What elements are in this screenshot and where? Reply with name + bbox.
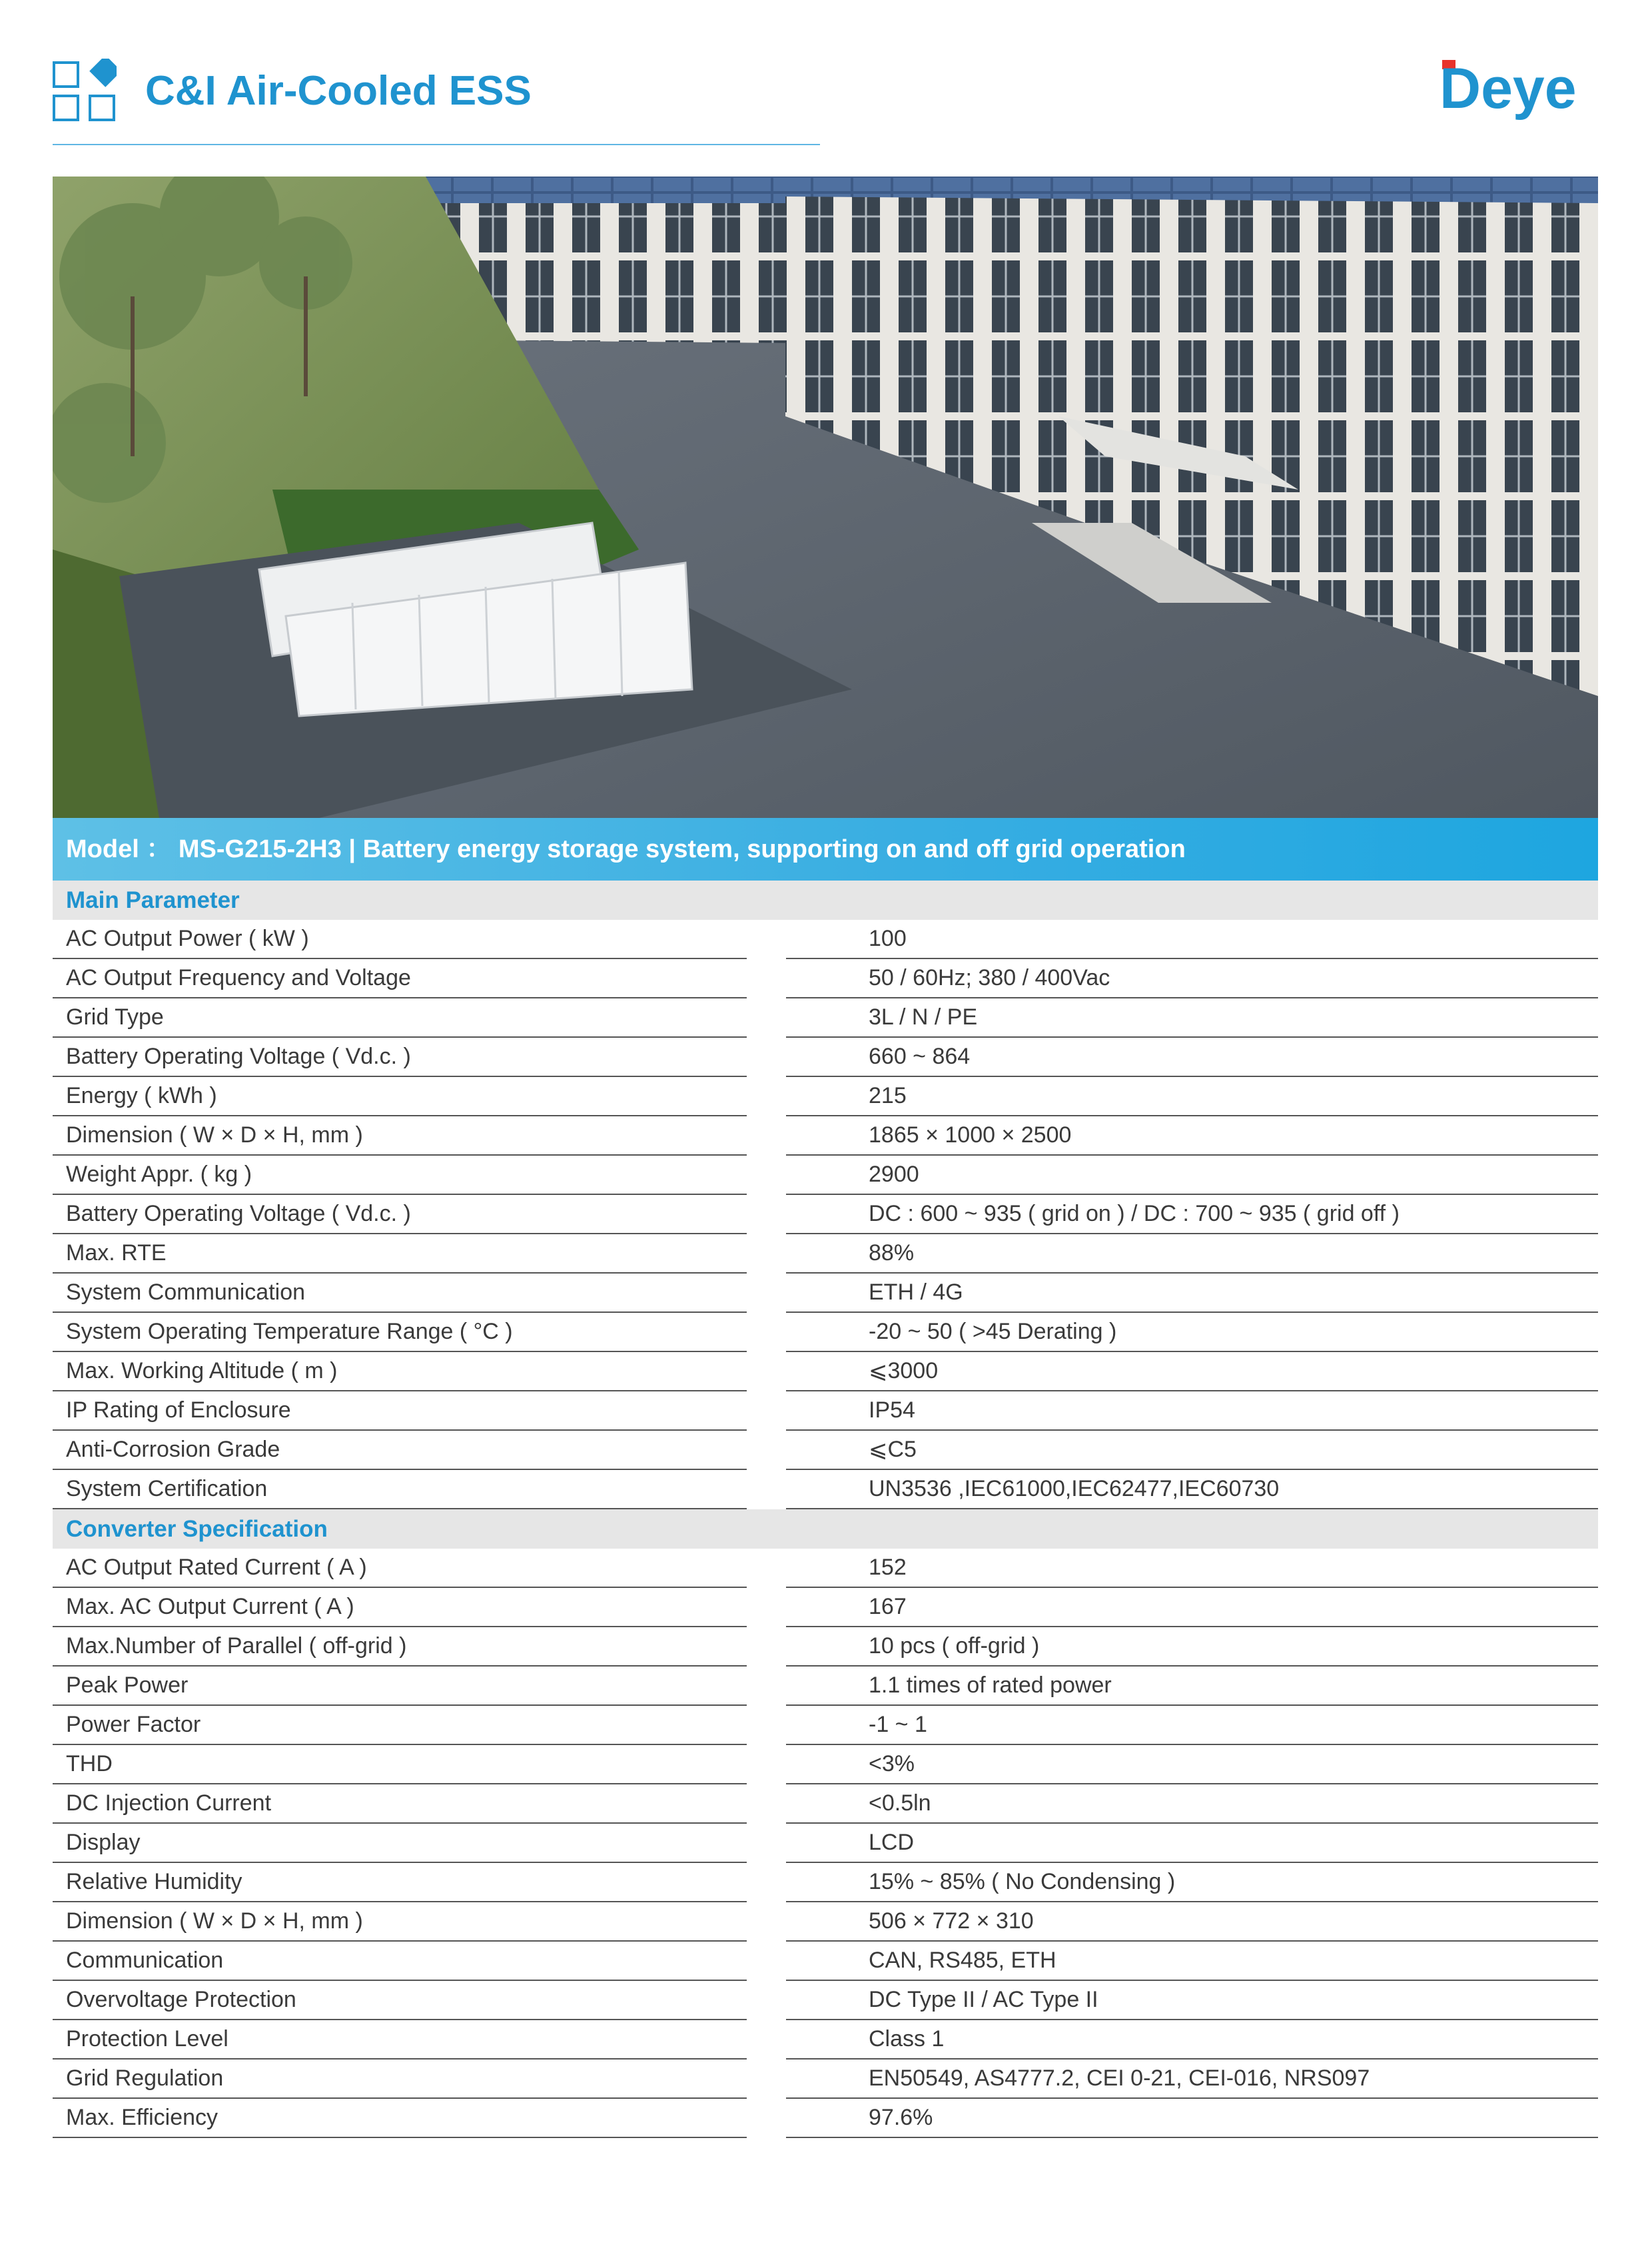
spec-label-cell xyxy=(53,1313,747,1352)
spec-label-cell xyxy=(53,1234,747,1274)
spec-label: Grid Type xyxy=(66,1004,164,1030)
spec-value-cell xyxy=(786,1234,1598,1274)
hero-image xyxy=(53,177,1598,818)
spec-label: Grid Regulation xyxy=(66,2065,224,2091)
spec-label-cell xyxy=(53,998,747,1038)
spec-value: ETH / 4G xyxy=(869,1280,963,1305)
spec-label: Energy ( kWh ) xyxy=(66,1083,217,1108)
spec-value-cell xyxy=(786,2099,1598,2138)
spec-row xyxy=(53,1745,1598,1784)
spec-label-cell xyxy=(53,1706,747,1745)
spec-value-cell xyxy=(786,1470,1598,1509)
spec-value-cell xyxy=(786,1706,1598,1745)
spec-value: <0.5ln xyxy=(869,1790,931,1816)
spec-value: -1 ~ 1 xyxy=(869,1712,927,1737)
spec-label: Battery Operating Voltage ( Vd.c. ) xyxy=(66,1201,411,1226)
spec-label-cell xyxy=(53,1745,747,1784)
spec-value-cell xyxy=(786,1942,1598,1981)
spec-value: <3% xyxy=(869,1751,915,1776)
spec-value-cell xyxy=(786,1667,1598,1706)
spec-value-cell xyxy=(786,1863,1598,1902)
spec-label: System Certification xyxy=(66,1476,268,1501)
spec-row xyxy=(53,1038,1598,1077)
spec-label-cell xyxy=(53,1156,747,1195)
spec-row xyxy=(53,1784,1598,1824)
spec-value: ⩽3000 xyxy=(869,1358,939,1383)
spec-label-cell xyxy=(53,2099,747,2138)
spec-row xyxy=(53,1234,1598,1274)
spec-row xyxy=(53,1431,1598,1470)
spec-label: Weight Appr. ( kg ) xyxy=(66,1162,252,1187)
header-divider xyxy=(53,144,820,145)
spec-label: Dimension ( W × D × H, mm ) xyxy=(66,1908,363,1934)
spec-value: UN3536 ,IEC61000,IEC62477,IEC60730 xyxy=(869,1476,1280,1501)
spec-label-cell xyxy=(53,1391,747,1431)
section-title: Main Parameter xyxy=(66,887,240,913)
spec-label: Max. AC Output Current ( A ) xyxy=(66,1594,354,1619)
spec-row xyxy=(53,1274,1598,1313)
spec-value: CAN, RS485, ETH xyxy=(869,1948,1056,1973)
spec-value-cell xyxy=(786,959,1598,998)
spec-label-cell xyxy=(53,1824,747,1863)
spec-label-cell xyxy=(53,1038,747,1077)
spec-table xyxy=(53,881,1598,2138)
spec-value-cell xyxy=(786,1549,1598,1588)
grid-squares-icon xyxy=(53,59,117,123)
spec-row xyxy=(53,959,1598,998)
spec-value: -20 ~ 50 ( >45 Derating ) xyxy=(869,1319,1117,1344)
deye-logo-icon xyxy=(1438,56,1598,123)
spec-label: Dimension ( W × D × H, mm ) xyxy=(66,1122,363,1148)
spec-row xyxy=(53,1549,1598,1588)
spec-value: 50 / 60Hz; 380 / 400Vac xyxy=(869,965,1110,990)
spec-row xyxy=(53,1313,1598,1352)
spec-label: Power Factor xyxy=(66,1712,201,1737)
spec-label-cell xyxy=(53,920,747,959)
spec-value-cell xyxy=(786,1077,1598,1116)
spec-value-cell xyxy=(786,1038,1598,1077)
spec-label-cell xyxy=(53,1942,747,1981)
spec-label: Relative Humidity xyxy=(66,1869,242,1894)
spec-label: DC Injection Current xyxy=(66,1790,272,1816)
spec-label: Communication xyxy=(66,1948,224,1973)
spec-label-cell xyxy=(53,1588,747,1627)
spec-label: Max.Number of Parallel ( off-grid ) xyxy=(66,1633,407,1659)
spec-value-cell xyxy=(786,1784,1598,1824)
spec-label-cell xyxy=(53,1627,747,1667)
spec-label-cell xyxy=(53,959,747,998)
spec-value-cell xyxy=(786,2020,1598,2059)
spec-label: Display xyxy=(66,1830,141,1855)
spec-row xyxy=(53,2059,1598,2099)
spec-label-cell xyxy=(53,1863,747,1902)
spec-value: 215 xyxy=(869,1083,907,1108)
spec-label: Max. Working Altitude ( m ) xyxy=(66,1358,338,1383)
spec-value: LCD xyxy=(869,1830,915,1855)
spec-value: 88% xyxy=(869,1240,915,1266)
spec-row xyxy=(53,1706,1598,1745)
spec-value-cell xyxy=(786,920,1598,959)
spec-value: 1.1 times of rated power xyxy=(869,1673,1112,1698)
spec-label: Peak Power xyxy=(66,1673,189,1698)
spec-label: Max. RTE xyxy=(66,1240,167,1266)
section-header xyxy=(53,881,1598,920)
spec-value-cell xyxy=(786,1627,1598,1667)
spec-value: 97.6% xyxy=(869,2105,933,2130)
spec-label: AC Output Frequency and Voltage xyxy=(66,965,411,990)
spec-label-cell xyxy=(53,1902,747,1942)
spec-row xyxy=(53,920,1598,959)
section-header xyxy=(53,1509,1598,1549)
spec-row xyxy=(53,1116,1598,1156)
ess-cabinets-outdoor-photo xyxy=(53,177,1598,818)
spec-label-cell xyxy=(53,1470,747,1509)
model-banner xyxy=(53,818,1598,881)
spec-label: Overvoltage Protection xyxy=(66,1987,296,2012)
spec-value: 2900 xyxy=(869,1162,919,1187)
spec-label: Battery Operating Voltage ( Vd.c. ) xyxy=(66,1044,411,1069)
spec-label-cell xyxy=(53,1981,747,2020)
spec-label: System Communication xyxy=(66,1280,306,1305)
spec-value: DC : 600 ~ 935 ( grid on ) / DC : 700 ~ 935 ( grid off ) xyxy=(869,1201,1400,1226)
spec-value-cell xyxy=(786,998,1598,1038)
spec-value-cell xyxy=(786,1981,1598,2020)
spec-value-cell xyxy=(786,1116,1598,1156)
spec-row xyxy=(53,1470,1598,1509)
spec-label-cell xyxy=(53,2020,747,2059)
spec-row xyxy=(53,2020,1598,2059)
spec-row xyxy=(53,998,1598,1038)
spec-label: IP Rating of Enclosure xyxy=(66,1397,291,1423)
spec-label-cell xyxy=(53,1352,747,1391)
spec-row xyxy=(53,1902,1598,1942)
spec-label-cell xyxy=(53,1274,747,1313)
brand-name: Deye xyxy=(1440,57,1577,121)
spec-value-cell xyxy=(786,1313,1598,1352)
spec-label-cell xyxy=(53,1784,747,1824)
spec-value-cell xyxy=(786,1431,1598,1470)
spec-value: ⩽C5 xyxy=(869,1437,917,1462)
spec-label-cell xyxy=(53,1195,747,1234)
spec-value-cell xyxy=(786,1195,1598,1234)
spec-row xyxy=(53,1667,1598,1706)
page-title: C&I Air-Cooled ESS xyxy=(145,68,532,114)
spec-label-cell xyxy=(53,1077,747,1116)
spec-value-cell xyxy=(786,1274,1598,1313)
spec-value: 660 ~ 864 xyxy=(869,1044,971,1069)
spec-value-cell xyxy=(786,1745,1598,1784)
spec-row xyxy=(53,1391,1598,1431)
spec-label-cell xyxy=(53,1431,747,1470)
spec-label: Max. Efficiency xyxy=(66,2105,218,2130)
section-title: Converter Specification xyxy=(66,1516,328,1542)
spec-value-cell xyxy=(786,1391,1598,1431)
spec-value: EN50549, AS4777.2, CEI 0-21, CEI-016, NRS097 xyxy=(869,2065,1370,2091)
spec-row xyxy=(53,1156,1598,1195)
spec-value: 1865 × 1000 × 2500 xyxy=(869,1122,1072,1148)
spec-row xyxy=(53,1588,1598,1627)
spec-value-cell xyxy=(786,1156,1598,1195)
spec-label-cell xyxy=(53,1549,747,1588)
spec-value-cell xyxy=(786,1902,1598,1942)
spec-row xyxy=(53,1981,1598,2020)
spec-value-cell xyxy=(786,1588,1598,1627)
spec-value: 100 xyxy=(869,926,907,951)
spec-row xyxy=(53,1627,1598,1667)
spec-value: 152 xyxy=(869,1555,907,1580)
spec-value: 167 xyxy=(869,1594,907,1619)
spec-label: Anti-Corrosion Grade xyxy=(66,1437,280,1462)
spec-row xyxy=(53,1824,1598,1863)
spec-value: 10 pcs ( off-grid ) xyxy=(869,1633,1040,1659)
page-header xyxy=(53,59,1598,145)
brand-logo xyxy=(1438,56,1598,123)
spec-label-cell xyxy=(53,1116,747,1156)
spec-row xyxy=(53,1352,1598,1391)
spec-label: Protection Level xyxy=(66,2026,228,2052)
spec-label: AC Output Rated Current ( A ) xyxy=(66,1555,367,1580)
spec-row xyxy=(53,1195,1598,1234)
spec-value: IP54 xyxy=(869,1397,915,1423)
spec-value: Class 1 xyxy=(869,2026,945,2052)
spec-value-cell xyxy=(786,2059,1598,2099)
spec-label: System Operating Temperature Range ( °C ) xyxy=(66,1319,513,1344)
spec-value: 15% ~ 85% ( No Condensing ) xyxy=(869,1869,1176,1894)
spec-label: AC Output Power ( kW ) xyxy=(66,926,309,951)
spec-row xyxy=(53,1863,1598,1902)
spec-row xyxy=(53,1942,1598,1981)
spec-value: 3L / N / PE xyxy=(869,1004,978,1030)
spec-value-cell xyxy=(786,1352,1598,1391)
spec-label-cell xyxy=(53,1667,747,1706)
spec-row xyxy=(53,1077,1598,1116)
spec-value-cell xyxy=(786,1824,1598,1863)
spec-value: DC Type II / AC Type II xyxy=(869,1987,1098,2012)
model-title: Model ： MS-G215-2H3 | Battery energy storage system, supporting on and off grid operation xyxy=(66,835,1186,863)
spec-label-cell xyxy=(53,2059,747,2099)
spec-row xyxy=(53,2099,1598,2138)
spec-label: THD xyxy=(66,1751,113,1776)
spec-value: 506 × 772 × 310 xyxy=(869,1908,1034,1934)
